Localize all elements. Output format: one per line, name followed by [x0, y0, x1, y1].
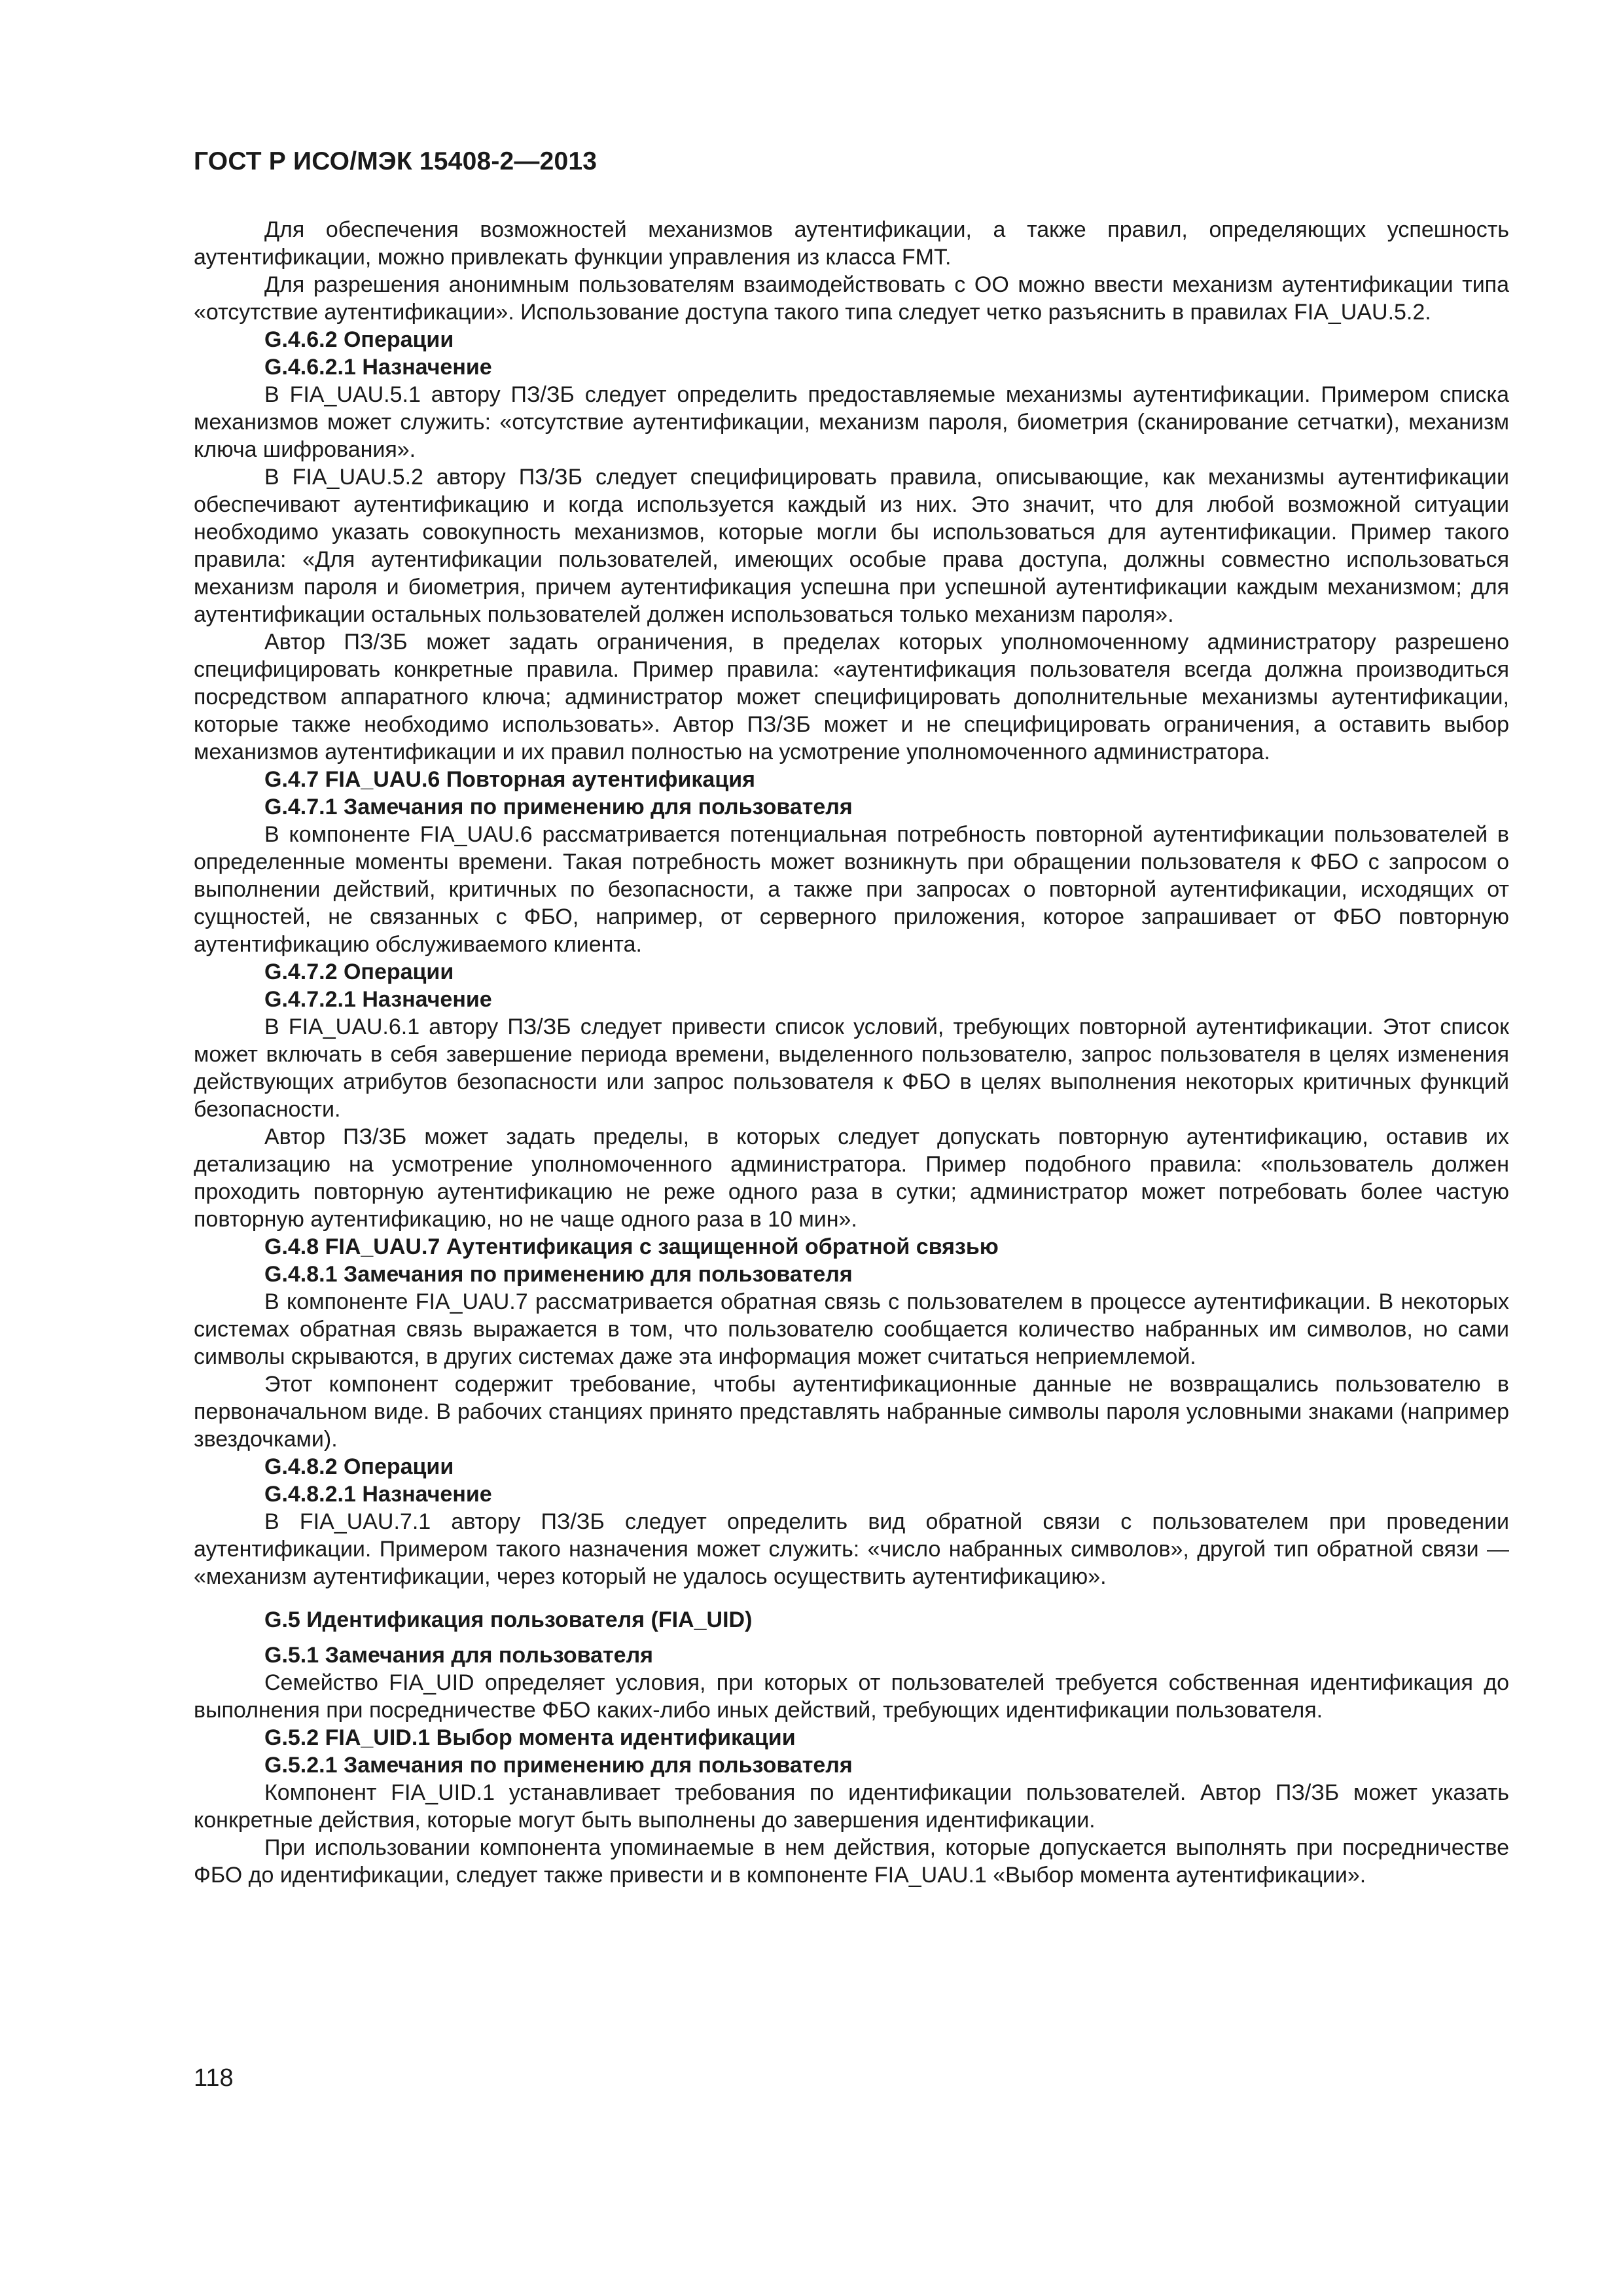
chapter-heading: G.5 Идентификация пользователя (FIA_UID)	[264, 1607, 753, 1632]
paragraph: В компоненте FIA_UAU.7 рассматривается обратная связь с пользователем в процессе аутентификации. В некоторых системах обратная связь выражается в том, что пользователю сообщается количество набранных им символов, но сами символы скрываются, в других системах даже эта информация может считаться неприемлемой.	[194, 1289, 1509, 1369]
document-page	[194, 145, 1509, 1889]
section-heading: G.4.6.2 Операции	[264, 327, 454, 352]
paragraph: Для обеспечения возможностей механизмов аутентификации, а также правил, определяющих успешность аутентификации, можно привлекать функции управления из класса FMT.	[194, 217, 1509, 270]
section-heading: G.4.7 FIA_UAU.6 Повторная аутентификация	[264, 767, 755, 792]
paragraph: В компоненте FIA_UAU.6 рассматривается потенциальная потребность повторной аутентификации пользователей в определенные моменты времени. Такая потребность может возникнуть при обращении пользователя к ФБО с запросом о выполнении действий, критичных по безопасности, а также при запросах о повторной аутентификации, исходящих от сущностей, не связанных с ФБО, например, от серверного приложения, которое запрашивает от ФБО повторную аутентификацию обслуживаемого клиента.	[194, 822, 1509, 957]
section-heading: G.4.6.2.1 Назначение	[264, 355, 492, 380]
section-heading: G.4.7.2.1 Назначение	[264, 987, 492, 1012]
section-heading: G.4.8.1 Замечания по применению для пользователя	[264, 1262, 853, 1287]
section-heading: G.4.8.2 Операции	[264, 1454, 454, 1479]
paragraph: Этот компонент содержит требование, чтобы аутентификационные данные не возвращались пользователю в первоначальном виде. В рабочих станциях принято представлять набранные символы пароля условными знаками (например звездочками).	[194, 1372, 1509, 1452]
document-body	[194, 216, 1509, 1889]
paragraph: Семейство FIA_UID определяет условия, при которых от пользователей требуется собственная идентификация до выполнения при посредничестве ФБО каких-либо иных действий, требующих идентификации пользователя.	[194, 1670, 1509, 1723]
paragraph: В FIA_UAU.7.1 автору ПЗ/ЗБ следует определить вид обратной связи с пользователем при проведении аутентификации. Примером такого назначения может служить: «число набранных символов», другой тип обратной связи — «механизм аутентификации, через который не удалось осуществить аутентификацию».	[194, 1509, 1509, 1589]
paragraph: В FIA_UAU.6.1 автору ПЗ/ЗБ следует привести список условий, требующих повторной аутентификации. Этот список может включать в себя завершение периода времени, выделенного пользователю, запрос пользователя в целях изменения действующих атрибутов безопасности или запрос пользователя к ФБО в целях выполнения некоторых критичных функций безопасности.	[194, 1014, 1509, 1122]
paragraph: В FIA_UAU.5.1 автору ПЗ/ЗБ следует определить предоставляемые механизмы аутентификации. Примером списка механизмов может служить: «отсутствие аутентификации, механизм пароля, биометрия (сканирование сетчатки), механизм ключа шифрования».	[194, 382, 1509, 462]
paragraph: При использовании компонента упоминаемые в нем действия, которые допускается выполнять при посредничестве ФБО до идентификации, следует также привести и в компоненте FIA_UAU.1 «Выбор момента аутентификации».	[194, 1835, 1509, 1888]
section-heading: G.4.7.1 Замечания по применению для пользователя	[264, 795, 853, 819]
paragraph: Автор ПЗ/ЗБ может задать ограничения, в пределах которых уполномоченному администратору разрешено специфицировать конкретные правила. Пример правила: «аутентификация пользователя всегда должна производиться посредством аппаратного ключа; администратор может специфицировать дополнительные механизмы аутентификации, которые также необходимо использовать». Автор ПЗ/ЗБ может и не специфицировать ограничения, а оставить выбор механизмов аутентификации и их правил полностью на усмотрение уполномоченного администратора.	[194, 630, 1509, 764]
page-number: 118	[194, 2064, 234, 2092]
paragraph: Компонент FIA_UID.1 устанавливает требования по идентификации пользователей. Автор ПЗ/ЗБ может указать конкретные действия, которые могут быть выполнены до завершения идентификации.	[194, 1780, 1509, 1833]
paragraph: Для разрешения анонимным пользователям взаимодействовать с ОО можно ввести механизм аутентификации типа «отсутствие аутентификации». Использование доступа такого типа следует четко разъяснить в правилах FIA_UAU.5.2.	[194, 272, 1509, 325]
document-header: ГОСТ Р ИСО/МЭК 15408-2—2013	[194, 147, 597, 175]
section-heading: G.4.8 FIA_UAU.7 Аутентификация с защищенной обратной связью	[264, 1234, 999, 1259]
paragraph: Автор ПЗ/ЗБ может задать пределы, в которых следует допускать повторную аутентификацию, оставив их детализацию на усмотрение уполномоченного администратора. Пример подобного правила: «пользователь должен проходить повторную аутентификацию не реже одного раза в сутки; администратор может потребовать более частую повторную аутентификацию, но не чаще одного раза в 10 мин».	[194, 1124, 1509, 1232]
section-heading: G.4.8.2.1 Назначение	[264, 1482, 492, 1507]
section-heading: G.4.7.2 Операции	[264, 960, 454, 984]
paragraph: В FIA_UAU.5.2 автору ПЗ/ЗБ следует специфицировать правила, описывающие, как механизмы аутентификации обеспечивают аутентификацию и когда используется каждый из них. Это значит, что для любой возможной ситуации необходимо указать совокупность механизмов, которые могли бы использоваться для аутентификации. Пример такого правила: «Для аутентификации пользователей, имеющих особые права доступа, должны совместно использоваться механизм пароля и биометрия, причем аутентификация успешна при успешной аутентификации каждым механизмом; для аутентификации остальных пользователей должен использоваться только механизм пароля».	[194, 465, 1509, 627]
section-heading: G.5.2.1 Замечания по применению для пользователя	[264, 1753, 853, 1778]
section-heading: G.5.2 FIA_UID.1 Выбор момента идентификации	[264, 1725, 796, 1750]
section-heading: G.5.1 Замечания для пользователя	[264, 1643, 654, 1668]
